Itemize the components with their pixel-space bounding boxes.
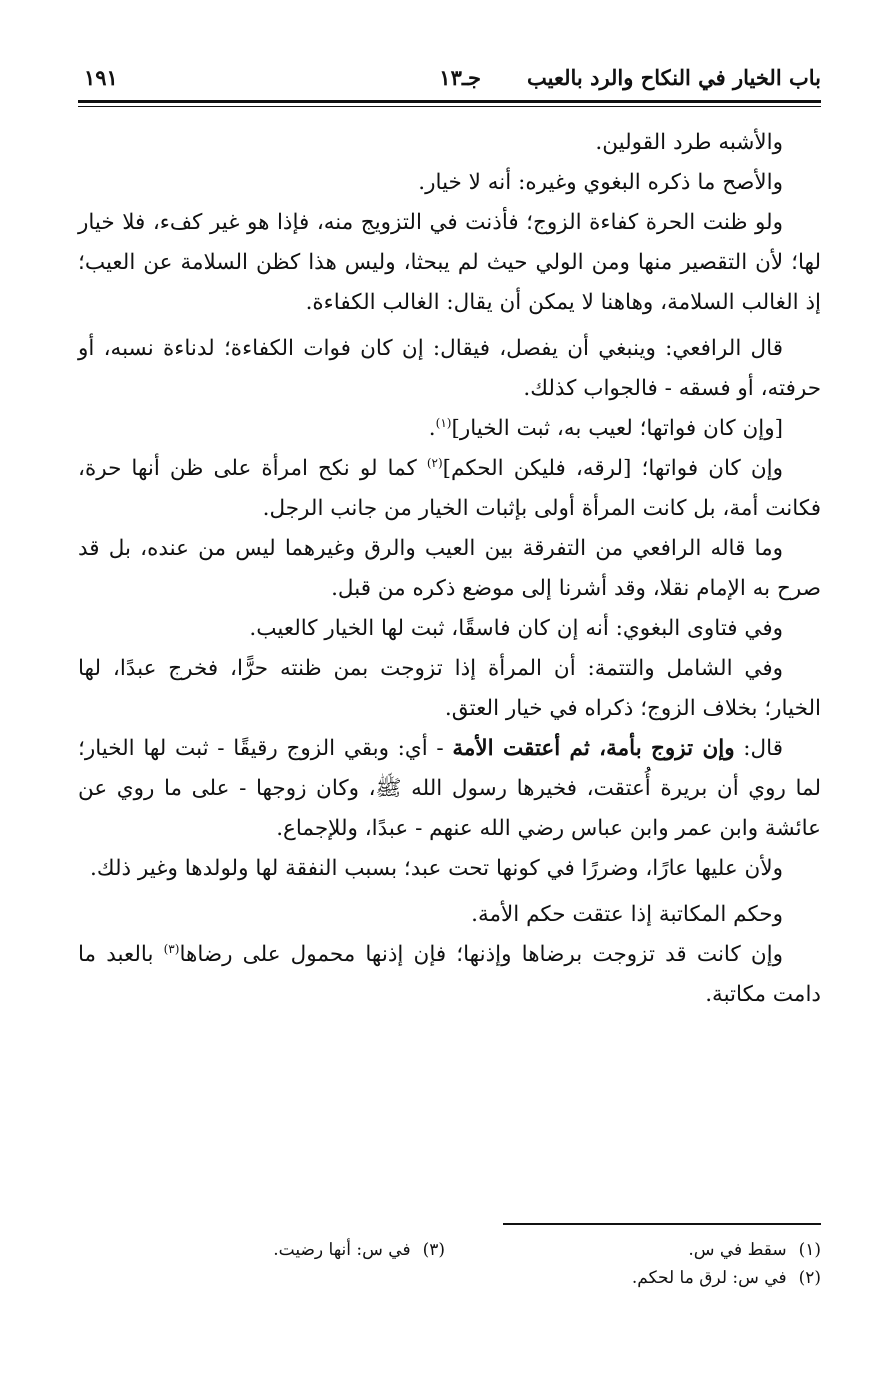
- paragraph-11: ولأن عليها عارًا، وضررًا في كونها تحت عبد؛ بسبب النفقة لها ولولدها وغير ذلك.: [90, 856, 783, 881]
- footnote-ref-3: (٣): [163, 941, 180, 956]
- footnote-2-number: (٢): [798, 1268, 821, 1288]
- paragraph-2: والأصح ما ذكره البغوي وغيره: أنه لا خيار.: [418, 170, 783, 195]
- paragraph-13-end: بالعبد ما دامت مكاتبة.: [78, 942, 821, 1007]
- paragraph-4: قال الرافعي: وينبغي أن يفصل، فيقال: إن كان فوات الكفاءة؛ لدناءة نسبه، أو حرفته، أو فسقه - فالجواب كذلك.: [78, 336, 821, 401]
- footnote-2: [632, 1264, 821, 1292]
- paragraph-12: وحكم المكاتبة إذا عتقت حكم الأمة.: [471, 902, 783, 927]
- footnote-3-text: في س: أنها رضيت.: [273, 1240, 411, 1260]
- footnote-1-text: سقط في س.: [688, 1240, 787, 1260]
- page-number: ١٩١: [84, 65, 118, 90]
- running-header: [78, 60, 821, 96]
- paragraph-10-text: - أي: وبقي الزوج رقيقًا - ثبت لها الخيار؛ لما روي أن بريرة أُعتقت، فخيرها رسول الله ﷺ، وكان زوجها - على ما روي عن عائشة وابن عمر وابن عباس رضي الله عنهم - عبدًا، وللإجماع.: [78, 736, 821, 841]
- paragraph-5: [78, 409, 821, 449]
- footnote-3: [273, 1236, 445, 1264]
- paragraph-7: وما قاله الرافعي من التفرقة بين العيب والرق وغيرهما ليس من عنده، بل قد صرح به الإمام نقلا، وقد أشرنا إلى موضع ذكره من قبل.: [78, 536, 821, 601]
- chapter-title: باب الخيار في النكاح والرد بالعيب: [527, 65, 821, 90]
- paragraph-13: [78, 935, 821, 1015]
- paragraph-13-text: وإن كانت قد تزوجت برضاها وإذنها؛ فإن إذنها محمول على رضاها: [179, 942, 784, 967]
- matn-quote: وإن تزوج بأمة، ثم أعتقت الأمة: [452, 736, 735, 761]
- book-page: [78, 60, 821, 1337]
- footnote-1-number: (١): [798, 1240, 821, 1260]
- paragraph-5-end: .: [428, 416, 436, 441]
- paragraph-10: [78, 729, 821, 849]
- body-text: [78, 123, 821, 1015]
- footnote-3-number: (٣): [422, 1240, 445, 1260]
- header-rule-thick: [78, 100, 821, 103]
- footnote-ref-1: (١): [435, 415, 452, 430]
- footnote-separator: [503, 1223, 821, 1225]
- footnote-2-text: في س: لرق ما لحكم.: [631, 1268, 787, 1288]
- paragraph-6-text: وإن كان فواتها؛ [لرقه، فليكن الحكم]: [442, 456, 783, 481]
- paragraph-5-text: [وإن كان فواتها؛ لعيب به، ثبت الخيار]: [451, 416, 783, 441]
- header-rule-thin: [78, 106, 821, 107]
- paragraph-1: والأشبه طرد القولين.: [595, 130, 783, 155]
- paragraph-10-prefix: قال:: [734, 736, 783, 761]
- footnote-1: [688, 1236, 821, 1264]
- volume-label: جـ١٣: [439, 65, 481, 90]
- paragraph-6: [78, 449, 821, 529]
- paragraph-8: وفي فتاوى البغوي: أنه إن كان فاسقًا، ثبت لها الخيار كالعيب.: [249, 616, 783, 641]
- footnote-ref-2: (٢): [426, 455, 443, 470]
- paragraph-6-end: كما لو نكح امرأة على ظن أنها حرة، فكانت أمة، بل كانت المرأة أولى بإثبات الخيار من جانب الرجل.: [78, 456, 821, 521]
- paragraph-3: ولو ظنت الحرة كفاءة الزوج؛ فأذنت في التزويج منه، فإذا هو غير كفء، فلا خيار لها؛ لأن التقصير منها ومن الولي حيث لم يبحثا، وليس هذا كظن السلامة عن العيب؛ إذ الغالب السلامة، وهاهنا لا يمكن أن يقال: الغالب الكفاءة.: [78, 210, 821, 315]
- paragraph-9: وفي الشامل والتتمة: أن المرأة إذا تزوجت بمن ظنته حرًّا، فخرج عبدًا، لها الخيار؛ بخلاف الزوج؛ ذكراه في خيار العتق.: [78, 656, 821, 721]
